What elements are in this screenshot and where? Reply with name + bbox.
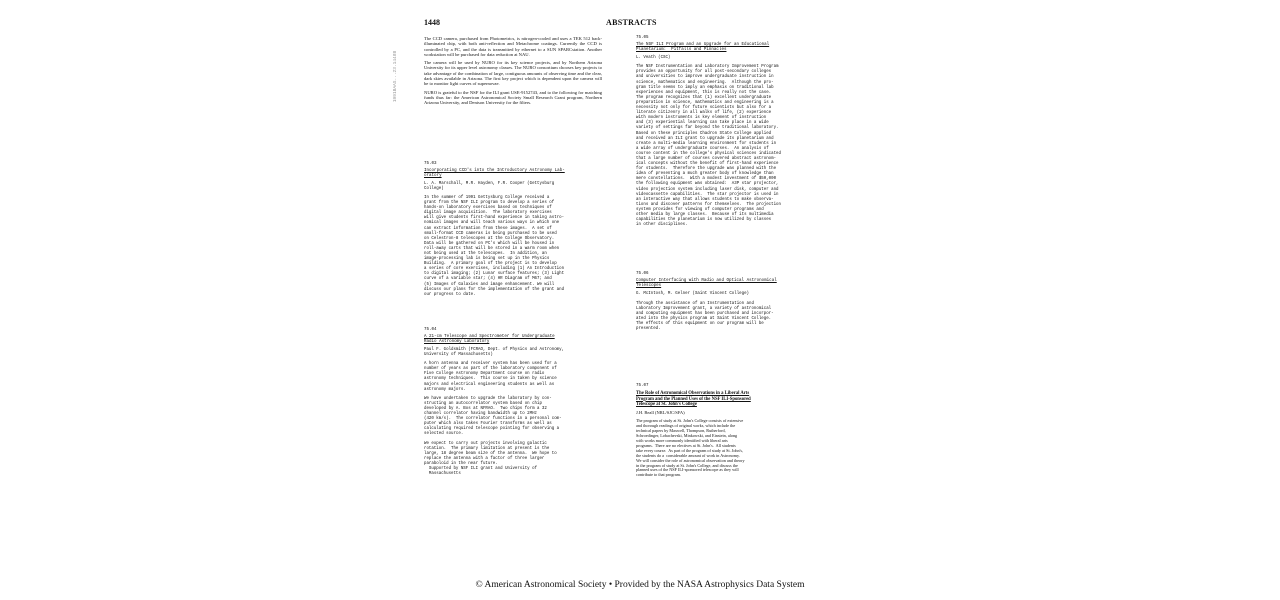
abstract-title: A 21-cm Telescope and Spectrometer for Undergraduate Radio Astronomy Laboratory <box>424 334 555 344</box>
abstract-body: We have undertaken to upgrade the laboratory by con- structing an autocorrelator system based on chip developed by A. Bos at NFRAO. Two chips form a 32 channel correlator having bandwidth up to 2MHz (420 km/s). The correlator functions in a personal com- puter which also takes Fourier transforms as well as calculating required telescope pointing for observing a selected source. <box>424 396 562 437</box>
abstract-75-06 <box>636 272 818 332</box>
bibcode-stamp <box>393 34 418 124</box>
copyright-footer: © American Astronomical Society • Provided by the NASA Astrophysics Data System <box>475 580 805 590</box>
intro-paragraph: The camera will be used by NURO for its key science projects, and by Northern Arizona University for its upper level astronomy classes. The NURO consortium chooses key projects to take advantage of the combination of large, contiguous amounts of observing time and the clear, dark skies available in Arizona. The first key project which is dependent upon the camera will be to monitor light curves of supernovae. <box>424 60 602 87</box>
abstract-body: The NSF Instrumentation and Laboratory Improvement Program provides an opportunity for all post-secondary colleges and universities to improve undergraduate instruction in science, mathematics and engineering. Although the pro- gram title seems to imply an emphasis on traditional lab experiences and equipment, this is really not the case. The program recognizes that (1) excellent undergraduate preparation in science, mathematics and engineering is a necessity not only for future scientists but also for a literate citizenry in all walks of life, (2) experience with modern instruments is key element of instruction and (3) experiential learning can take place in a wide variety of settings far beyond the traditional laboratory. Based on these principles Chadron State College applied and received an ILI grant to upgrade its planetarium and create a multi-media learning environment for students in a wide array of undergraduate courses. An analysis of course content in the college's physical sciences indicated that a large number of courses covered abstract astronom- ical concepts without the benefit of first-hand experience for students. Therefore the upgrade was planned with the idea of presenting a much greater body of knowledge than mere constellations. With a modest investment of $50,000 the following equipment was obtained: A3P star projector, video projection system including laser disk, computer and videocassette capabilities. The star projector is used in an interactive way that allows students to make observa- tions and discover patterns for themselves. The projection system provides for viewing of computer programs and other media by large classes. Because of its multimedia capabilities the planetarium is now utilized by classes in other disciplines. <box>636 65 781 228</box>
abstract-number: 75.06 <box>636 272 649 277</box>
abstract-authors: Paul F. Goldsmith (FCRAO, Dept. of Physics and Astronomy, University of Massachusetts) <box>424 348 565 358</box>
abstract-number: 75.04 <box>424 327 437 332</box>
abstract-75-04 <box>424 328 602 477</box>
abstract-title: Incorporating CCD's into the Introductory Astronomy Lab- oratory <box>424 168 565 178</box>
abstract-authors: L. Veath (CSC) <box>636 56 671 61</box>
page-number: 1448 <box>424 18 440 27</box>
abstract-body: A horn antenna and receiver system has been used for a number of years as part of the laboratory component of Five College Astronomy Department course on radio astronomy techniques. This course in taken by science majors and electrical engineering students as well as astronomy majors. <box>424 362 557 392</box>
abstract-number: 75.05 <box>636 36 649 40</box>
abstract-title: The Role of Astronomical Observations in a Liberal Arts Program and the Planned Uses of the NSF ILI-Sponsored Telescope at St. John's College <box>636 391 751 407</box>
abstract-number: 75.03 <box>424 161 437 166</box>
abstract-body: The program of study at St. John's College consists of extensive and thorough readings of original works, which include the technical papers by Maxwell, Thompson, Rutherford, Schroedinger, Lobachevski, Minkowski, and Einstein, along with works more commonly identified with liberal arts programs. There are no electives at St. John's. All students take every course. As part of the program of study at St. John's, the students do a considerable amount of work in Astronomy. We will consider the role of astronomical observation and theory in the program of study at St. John's College, and discuss the planned uses of the NSF ILI-sponsored telescope as they will contribute to that program. <box>636 418 745 478</box>
abstract-title: Computer Interfacing with Radio and Optical Astronomical Telescopes <box>636 279 777 289</box>
right-column <box>636 36 818 482</box>
abstract-body: We expect to carry out projects involving galactic rotation. The primary limitation at present is the large, 18 degree beam size of the antenna. We hope to replace the antenna with a factor of three larger paraboloid in the near future. Supported by NSF ILI grant and University of Massachusetts <box>424 441 557 477</box>
intro-paragraph: The CCD camera, purchased from Photometrics, is nitrogen-cooled and uses a TEK 512 back-illuminated chip, with both anti-reflection and Metachrome coatings. Currently the CCD is controlled by a PC, and the data is transmitted by ethernet to a SUN SPARCstation. Another workstation will be purchased for data reduction at NAU. <box>424 36 602 57</box>
left-column <box>424 36 602 481</box>
abstract-authors: G. McIntosh, M. Gelner (Saint Vincent College) <box>636 292 750 297</box>
abstract-75-05 <box>636 36 818 228</box>
bibcode-text: 1991BAAS...23.1448B <box>393 50 399 103</box>
intro-paragraph: NURO is grateful to the NSF for the ILI grant USE-9152743, and to the following for matching funds thus far: the American Astronomical Society Small Research Grant program, Northern Arizona University, and Denison University for the filters. <box>424 89 602 106</box>
abstract-body: In the summer of 1991 Gettysburg College received a grant from the NSF ILI program to develop a series of hands-on laboratory exercises based on techniques of digital image acquisition. The laboratory exercises will give students first-hand experience in taking astro- nomical images and will teach various ways in which one can extract information from these images. A set of small-format CCD cameras is being purchased to be used on Celestron-8 telescopes at the College Observatory. Data will be gathered on PC's which will be housed in roll-away carts that will be stored in a warm room when not being used at the telescopes. In addition, an image-processing lab is being set up in the Physics Building. A primary goal of the project is to develop a series of core exercises, including (1) An Introduction to digital imaging; (2) Lunar surface features; (3) Light curve of a variable star; (4) HR Diagram of M67; and (5) Images of Galaxies and image enhancement. We will discuss our plans for the implementation of the grant and our progress to date. <box>424 195 565 297</box>
abstract-body: Through the assistance of an Instrumentation and Laboratory Improvement grant, a variety of astronomical and computing equipment has been purchased and incorpor- ated into the physics program at Saint Vincent College. The effects of this equipment on our program will be presented. <box>636 301 774 332</box>
abstract-75-07 <box>636 384 818 478</box>
abstract-authors: J.H. Beall (NRL/SJC/SFA) <box>636 410 685 416</box>
page-title: ABSTRACTS <box>606 18 657 27</box>
abstract-number: 75.07 <box>636 384 649 389</box>
abstract-title: The NSF ILI Program and an Upgrade for an Educational Planetarium: Pitfalls and Pinnacles <box>636 43 770 53</box>
abstract-75-03 <box>424 162 602 298</box>
abstract-authors: L. A. Marschall, M.R. Hayden, F.R. Cooper (Gettysburg College) <box>424 181 555 191</box>
journal-page <box>393 14 818 574</box>
